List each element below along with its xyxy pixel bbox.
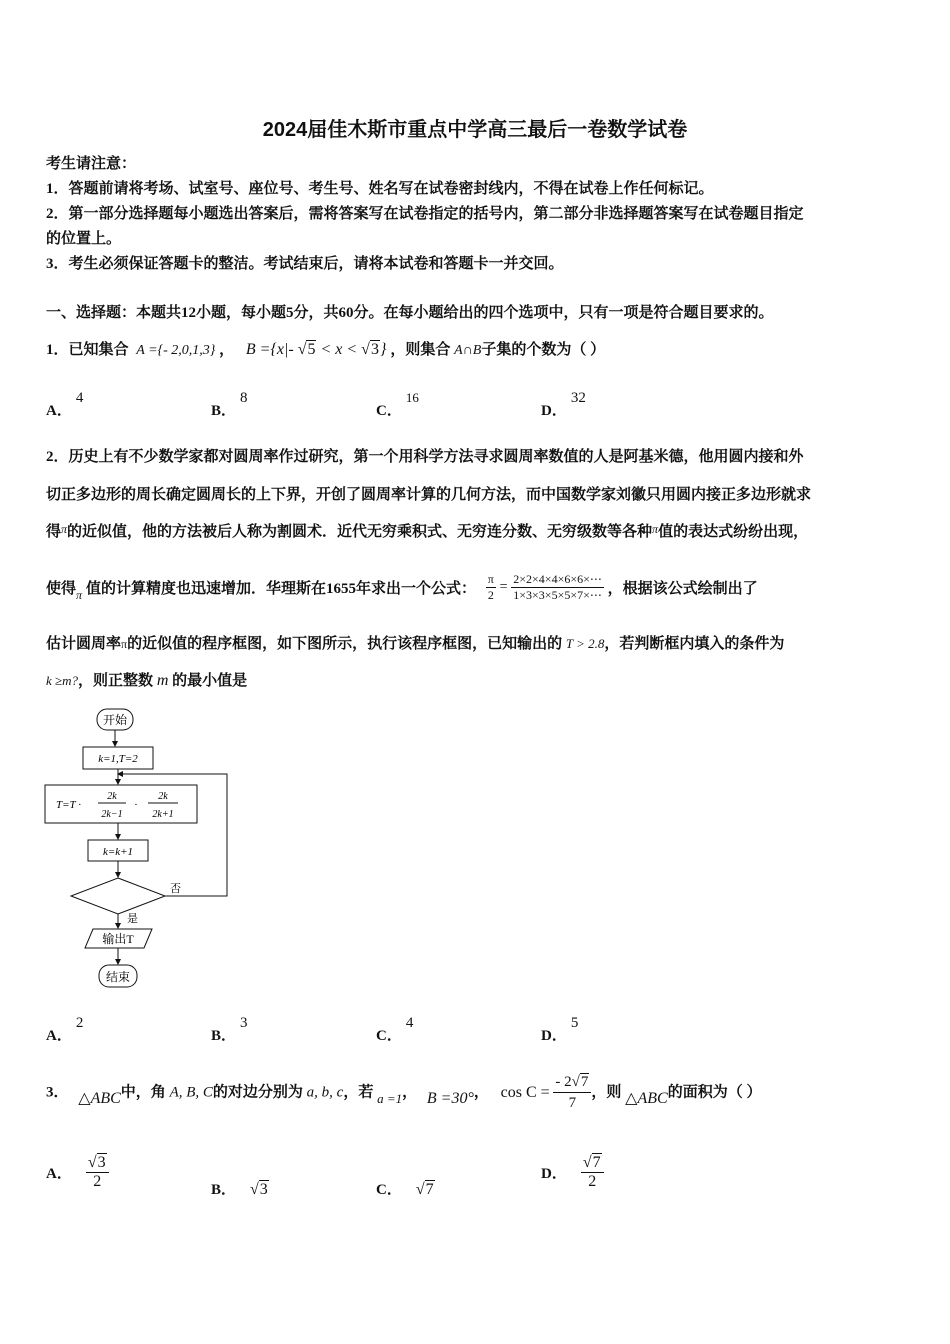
q1-sqrt5: 5 — [307, 341, 316, 358]
q2-line-6b: 的最小值是 — [172, 673, 248, 689]
q1-option-d[interactable] — [541, 386, 586, 419]
q1-option-c[interactable] — [376, 386, 419, 419]
q2-option-c-label: C． — [376, 1028, 402, 1044]
flow-output-text: 输出T — [102, 932, 134, 946]
notice-item-2: 2．第一部分选择题每小题选出答案后，需将答案写在试卷指定的括号内，第二部分非选择题答案写在试卷题目指定 — [46, 206, 804, 222]
q2-line-5a: 估计圆周率 — [46, 636, 122, 652]
q3-a-eq: a =1 — [377, 1090, 403, 1106]
q2-line-4c: ，根据该公式绘制出了 — [607, 581, 758, 597]
flow-start-text: 开始 — [102, 713, 128, 727]
q2-pi-1: π — [61, 522, 68, 536]
q1-a-cap-b: A∩B — [454, 343, 482, 358]
flow-yes-label: 是 — [127, 913, 138, 925]
q1-prefix: 1．已知集合 — [46, 342, 129, 358]
notice-heading: 考生请注意： — [46, 156, 137, 172]
notice-item-1: 1．答题前请将考场、试室号、座位号、考生号、姓名写在试卷密封线内，不得在试卷上作任何标记。 — [46, 181, 714, 197]
q2-option-c[interactable] — [376, 1011, 414, 1044]
q3-triangle-2: △ABC — [625, 1089, 668, 1107]
q3-t7: 的面积为（ ） — [667, 1084, 762, 1101]
q2-pi-2: π — [652, 522, 659, 536]
q2-pi-3: π — [76, 588, 83, 602]
section-heading: 一、选择题：本题共12小题，每小题5分，共60分。在每小题给出的四个选项中，只有一项是符合题目要求的。 — [46, 305, 774, 321]
q2-line-2: 切正多边形的周长确定圆周长的上下界，开创了圆周率计算的几何方法，而中国数学家刘徽只用圆内接正多边形就求 — [46, 487, 812, 503]
q2-line-4 — [46, 572, 758, 603]
page-title: 2024届佳木斯市重点中学高三最后一卷数学试卷 — [262, 119, 688, 141]
notice-item-2-cont: 的位置上。 — [46, 231, 122, 247]
q1-option-d-label: D． — [541, 403, 567, 419]
q1-set-a: A ={- 2,0,1,3} — [136, 343, 216, 358]
q3-option-d-den: 2 — [588, 1173, 597, 1190]
flow-end-text: 结束 — [105, 970, 131, 984]
q3-option-b-label: B． — [211, 1182, 237, 1198]
q3-option-a[interactable] — [46, 1154, 109, 1191]
q2-formula-den: 1×3×3×5×5×7×⋯ — [513, 588, 602, 602]
question-3 — [46, 1072, 761, 1113]
q2-option-a[interactable] — [46, 1011, 84, 1044]
q2-formula-rhs — [511, 572, 604, 603]
question-1 — [46, 338, 605, 359]
q2-line-6 — [46, 669, 247, 690]
q2-formula-num: 2×2×4×4×6×6×⋯ — [513, 572, 602, 586]
q1-sqrt3: 3 — [370, 341, 379, 358]
q2-cond: k ≥m? — [46, 673, 79, 688]
q3-triangle: △ABC — [78, 1089, 121, 1107]
q3-t5: ， — [473, 1084, 489, 1101]
q3-prefix: 3． — [46, 1084, 69, 1101]
flow-no-label: 否 — [170, 883, 181, 895]
q3-option-c-rad: 7 — [425, 1181, 434, 1198]
q2-line-5 — [46, 632, 784, 653]
q2-option-b-label: B． — [211, 1028, 237, 1044]
flow-dot: · — [134, 799, 138, 811]
q2-line-5c: ，若判断框内填入的条件为 — [604, 636, 785, 652]
q3-cos-lhs: cos C = — [500, 1083, 550, 1101]
flow-init-text: k=1,T=2 — [98, 753, 138, 765]
q2-m: m — [156, 672, 169, 689]
q3-option-d-rad: 7 — [592, 1154, 601, 1171]
q1-option-b[interactable] — [211, 386, 248, 419]
notice-item-3: 3．考生必须保证答题卡的整洁。考试结束后，请将本试卷和答题卡一并交回。 — [46, 256, 564, 272]
q1-option-c-value: 16 — [405, 390, 419, 405]
q3-option-c-label: C． — [376, 1182, 402, 1198]
q3-t3: ，若 — [343, 1084, 374, 1101]
q3-cos-frac: $\frac{- 2√7}{7}$ — [553, 1072, 591, 1113]
q3-t2: 的对边分别为 — [212, 1084, 303, 1101]
q3-t4: ， — [402, 1084, 418, 1101]
q3-cos-num-rad: 7 — [580, 1074, 589, 1090]
q3-cos-den: 7 — [568, 1095, 577, 1111]
q2-option-b[interactable] — [211, 1011, 248, 1044]
q3-option-a-label: A． — [46, 1166, 72, 1182]
q2-line-4b: 值的计算精度也迅速增加．华理斯在1655年求出一个公式： — [86, 581, 477, 597]
q2-line-1: 2．历史上有不少数学家都对圆周率作过研究，第一个用科学方法寻求圆周率数值的人是阿基米德，他用圆内接和外 — [46, 449, 804, 465]
q3-option-d-frac: $\frac{√7}{2}$ — [581, 1154, 604, 1191]
flow-frac2-num: 2k — [158, 791, 168, 802]
q2-t-cond: T > 2.8 — [565, 636, 605, 651]
q2-line-3 — [46, 520, 808, 541]
q2-line-3a: 得 — [46, 524, 62, 540]
q3-option-d[interactable] — [541, 1154, 604, 1191]
flow-frac1-num: 2k — [107, 791, 117, 802]
q1-set-b-mid: < x < — [320, 341, 358, 358]
q1-option-c-label: C． — [376, 403, 402, 419]
q2-option-a-value: 2 — [75, 1015, 84, 1031]
q2-formula-lhs — [486, 572, 496, 603]
q1-option-a-label: A． — [46, 403, 72, 419]
q1-end: 子集的个数为（ ） — [481, 342, 606, 358]
q2-line-3b: 的近似值，他的方法被后人称为割圆术．近代无穷乘积式、无穷连分数、无穷级数等各种 — [67, 524, 653, 540]
q2-formula-eq: = — [499, 579, 508, 595]
q1-set-b: B ={x|- √5 < x < √3} — [245, 341, 387, 358]
flow-frac1-den: 2k−1 — [101, 809, 123, 820]
flow-frac2-den: 2k+1 — [152, 809, 174, 820]
q1-option-a[interactable] — [46, 386, 84, 419]
flow-update-lhs: T=T · — [56, 799, 81, 811]
q3-option-d-label: D． — [541, 1166, 567, 1182]
q2-option-d-label: D． — [541, 1028, 567, 1044]
q3-option-a-frac: $\frac{√3}{2}$ — [86, 1154, 109, 1191]
q3-t6: ，则 — [591, 1084, 622, 1101]
flow-inc-text: k=k+1 — [102, 846, 134, 858]
q3-b-eq: B =30° — [426, 1089, 474, 1107]
q2-pi-4: π — [121, 637, 128, 651]
q1-set-b-pre: B ={x|- — [245, 341, 294, 358]
q2-option-d-value: 5 — [570, 1015, 579, 1031]
flow-decision-node — [71, 878, 165, 914]
q1-set-b-end: } — [379, 341, 387, 358]
q2-line-6a: ，则正整数 — [78, 673, 154, 689]
q3-cos-num-pre: - 2 — [555, 1074, 572, 1090]
q2-option-c-value: 4 — [405, 1015, 414, 1031]
q2-option-a-label: A． — [46, 1028, 72, 1044]
q1-comma: ， — [219, 342, 235, 358]
q1-option-a-value: 4 — [75, 390, 84, 406]
q2-line-5b: 的近似值的程序框图，如下图所示，执行该程序框图，已知输出的 — [127, 636, 563, 652]
q3-t1: 中，角 — [120, 1084, 166, 1101]
q1-option-b-label: B． — [211, 403, 237, 419]
q3-option-a-rad: 3 — [97, 1154, 106, 1171]
q2-formula-lhs-num: π — [487, 572, 494, 586]
q2-line-4a: 使得 — [46, 581, 77, 597]
q3-angles: A, B, C — [169, 1084, 213, 1101]
q3-option-c[interactable]: C． √7 — [376, 1181, 434, 1198]
q3-sides: a, b, c — [306, 1084, 344, 1101]
q2-option-b-value: 3 — [240, 1015, 248, 1031]
q2-option-d[interactable] — [541, 1011, 579, 1044]
q1-suffix: ，则集合 — [390, 342, 451, 358]
q2-formula-lhs-den: 2 — [487, 588, 494, 602]
q3-option-b-rad: 3 — [259, 1181, 268, 1198]
q2-line-3c: 值的表达式纷纷出现， — [658, 524, 809, 540]
q1-option-b-value: 8 — [240, 390, 248, 406]
q1-option-d-value: 32 — [570, 390, 586, 406]
q3-option-b[interactable]: B． √3 — [211, 1181, 268, 1198]
q3-option-a-den: 2 — [93, 1173, 102, 1190]
flowchart — [40, 700, 240, 995]
